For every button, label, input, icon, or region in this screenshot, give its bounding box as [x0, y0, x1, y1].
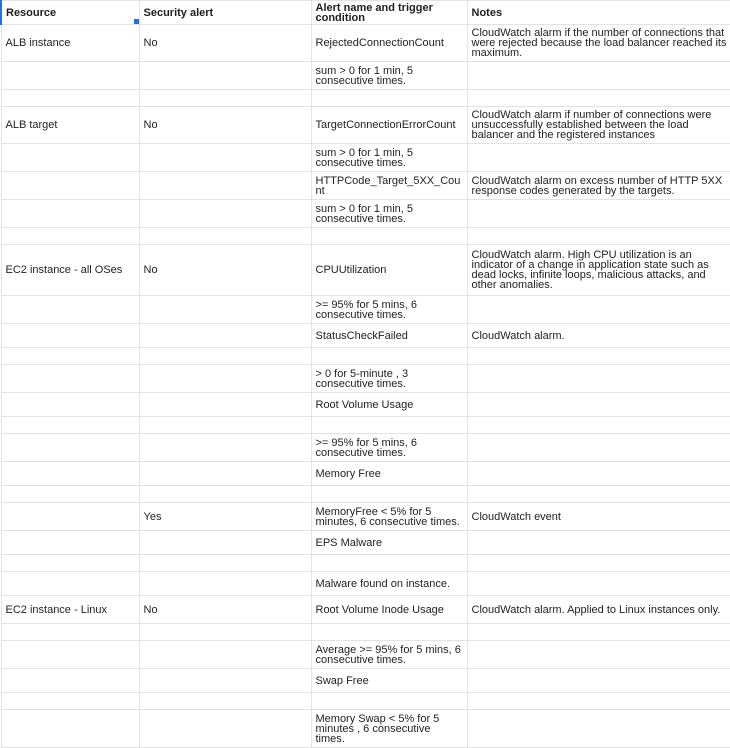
- security-cell-text: No: [143, 603, 158, 616]
- notes-cell[interactable]: [467, 572, 730, 596]
- notes-cell[interactable]: [467, 596, 730, 624]
- table-row: [1, 393, 730, 417]
- table-row: [1, 710, 730, 748]
- alert-cell[interactable]: [311, 531, 467, 555]
- resource-cell[interactable]: [1, 228, 139, 245]
- alert-cell[interactable]: [311, 25, 467, 62]
- alert-cell-text: sum > 0 for 1 min, 5 consecutive times.: [315, 64, 414, 87]
- security-cell[interactable]: [139, 596, 311, 624]
- alert-cell[interactable]: [311, 348, 467, 365]
- resource-cell[interactable]: [1, 25, 139, 62]
- header-resource-label: Resource: [6, 6, 57, 19]
- resource-cell[interactable]: [1, 462, 139, 486]
- header-row: [1, 1, 730, 25]
- table-row: [1, 669, 730, 693]
- security-cell[interactable]: [139, 710, 311, 748]
- resource-cell[interactable]: [1, 200, 139, 228]
- alert-cell-text: >= 95% for 5 mins, 6 consecutive times.: [315, 298, 417, 321]
- notes-cell[interactable]: [467, 296, 730, 324]
- resource-cell-text: EC2 instance - all OSes: [5, 264, 123, 276]
- alert-cell[interactable]: [311, 503, 467, 531]
- notes-cell-text: CloudWatch alarm on excess number of HTTP 5XX response codes generated by the targets.: [471, 174, 723, 197]
- notes-cell[interactable]: [467, 669, 730, 693]
- resource-cell-text: EC2 instance - Linux: [5, 603, 107, 616]
- resource-cell[interactable]: [1, 296, 139, 324]
- notes-cell-text: CloudWatch event: [471, 510, 561, 523]
- alert-cell[interactable]: [311, 486, 467, 503]
- security-cell[interactable]: [139, 531, 311, 555]
- resource-cell[interactable]: [1, 107, 139, 144]
- alert-cell-text: Memory Swap < 5% for 5 minutes , 6 consecutive times.: [315, 712, 440, 745]
- alert-cell-text: Root Volume Inode Usage: [315, 603, 444, 616]
- notes-cell[interactable]: [467, 393, 730, 417]
- alert-cell[interactable]: [311, 693, 467, 710]
- alert-cell[interactable]: [311, 365, 467, 393]
- table-row: [1, 296, 730, 324]
- security-cell[interactable]: [139, 393, 311, 417]
- resource-cell[interactable]: [1, 693, 139, 710]
- notes-cell[interactable]: [467, 462, 730, 486]
- alert-cell-text: CPUUtilization: [315, 264, 387, 276]
- notes-cell[interactable]: [467, 200, 730, 228]
- security-cell[interactable]: [139, 365, 311, 393]
- notes-cell[interactable]: [467, 228, 730, 245]
- table-row: [1, 365, 730, 393]
- alert-cell[interactable]: [311, 200, 467, 228]
- header-security-label: Security alert: [143, 6, 214, 19]
- table-row: [1, 172, 730, 200]
- table-row: [1, 503, 730, 531]
- alert-cell-text: sum > 0 for 1 min, 5 consecutive times.: [315, 146, 414, 169]
- security-cell[interactable]: [139, 200, 311, 228]
- notes-cell-text: CloudWatch alarm if the number of connections that were rejected because the load balancer reached its maximum.: [471, 27, 727, 59]
- notes-cell[interactable]: [467, 90, 730, 107]
- resource-cell[interactable]: [1, 393, 139, 417]
- resource-cell-text: ALB target: [5, 119, 58, 131]
- security-cell[interactable]: [139, 486, 311, 503]
- resource-cell[interactable]: [1, 531, 139, 555]
- table-row: [1, 324, 730, 348]
- table-row: [1, 245, 730, 296]
- security-cell[interactable]: [139, 503, 311, 531]
- alert-cell[interactable]: [311, 324, 467, 348]
- security-cell[interactable]: [139, 90, 311, 107]
- alert-cell-text: Swap Free: [315, 674, 369, 687]
- security-cell[interactable]: [139, 434, 311, 462]
- alert-cell[interactable]: [311, 462, 467, 486]
- alert-cell[interactable]: [311, 417, 467, 434]
- notes-cell[interactable]: [467, 25, 730, 62]
- table-row: [1, 572, 730, 596]
- header-notes-label: Notes: [471, 6, 503, 19]
- table-row: [1, 417, 730, 434]
- alert-cell[interactable]: [311, 62, 467, 90]
- table-row: [1, 25, 730, 62]
- header-security-alert[interactable]: [139, 1, 311, 25]
- notes-cell[interactable]: [467, 107, 730, 144]
- alert-cell[interactable]: [311, 624, 467, 641]
- alert-cell-text: Memory Free: [315, 467, 381, 480]
- header-resource[interactable]: [1, 1, 139, 25]
- notes-cell[interactable]: [467, 555, 730, 572]
- security-cell[interactable]: [139, 62, 311, 90]
- resource-cell[interactable]: [1, 555, 139, 572]
- resource-cell[interactable]: [1, 365, 139, 393]
- header-alert-name[interactable]: [311, 1, 467, 25]
- notes-cell[interactable]: [467, 531, 730, 555]
- security-cell[interactable]: [139, 348, 311, 365]
- security-cell[interactable]: [139, 572, 311, 596]
- security-cell[interactable]: [139, 25, 311, 62]
- security-cell[interactable]: [139, 693, 311, 710]
- table-row: [1, 624, 730, 641]
- alert-cell[interactable]: [311, 245, 467, 296]
- table-row: [1, 200, 730, 228]
- notes-cell[interactable]: [467, 172, 730, 200]
- resource-cell[interactable]: [1, 641, 139, 669]
- alert-cell[interactable]: [311, 555, 467, 572]
- alert-cell[interactable]: [311, 144, 467, 172]
- notes-cell[interactable]: [467, 144, 730, 172]
- security-cell[interactable]: [139, 555, 311, 572]
- alert-cell[interactable]: [311, 228, 467, 245]
- table-row: [1, 348, 730, 365]
- resource-cell[interactable]: [1, 245, 139, 296]
- resource-cell[interactable]: [1, 172, 139, 200]
- notes-cell-text: CloudWatch alarm. Applied to Linux instances only.: [471, 603, 721, 616]
- table-row: [1, 486, 730, 503]
- notes-cell-text: CloudWatch alarm if number of connections were unsuccessfully established between the load balancer and the registered instances: [471, 109, 712, 141]
- alert-cell[interactable]: [311, 710, 467, 748]
- alert-cell[interactable]: [311, 596, 467, 624]
- resource-cell[interactable]: [1, 624, 139, 641]
- resource-cell[interactable]: [1, 486, 139, 503]
- table-row: [1, 62, 730, 90]
- selection-fill-handle[interactable]: [133, 18, 140, 25]
- alert-cell-text: >= 95% for 5 mins, 6 consecutive times.: [315, 436, 417, 459]
- alert-cell-text: Root Volume Usage: [315, 398, 414, 411]
- table-row: [1, 144, 730, 172]
- notes-cell[interactable]: [467, 486, 730, 503]
- alert-cell-text: EPS Malware: [315, 536, 383, 549]
- alert-cell-text: TargetConnectionErrorCount: [315, 119, 456, 131]
- table-row: [1, 555, 730, 572]
- notes-cell[interactable]: [467, 62, 730, 90]
- alert-cell-text: Malware found on instance.: [315, 577, 451, 590]
- security-cell[interactable]: [139, 296, 311, 324]
- header-notes[interactable]: [467, 1, 730, 25]
- resource-cell[interactable]: [1, 324, 139, 348]
- resource-cell[interactable]: [1, 596, 139, 624]
- alert-cell-text: HTTPCode_Target_5XX_Count: [315, 174, 461, 197]
- resource-cell[interactable]: [1, 417, 139, 434]
- notes-cell[interactable]: [467, 348, 730, 365]
- alert-cell-text: > 0 for 5-minute , 3 consecutive times.: [315, 367, 409, 390]
- notes-cell[interactable]: [467, 365, 730, 393]
- notes-cell[interactable]: [467, 503, 730, 531]
- notes-cell[interactable]: [467, 710, 730, 748]
- alert-cell-text: sum > 0 for 1 min, 5 consecutive times.: [315, 202, 414, 225]
- resource-cell[interactable]: [1, 669, 139, 693]
- security-cell-text: No: [143, 37, 158, 49]
- notes-cell-text: CloudWatch alarm.: [471, 329, 565, 342]
- notes-cell[interactable]: [467, 324, 730, 348]
- resource-cell[interactable]: [1, 503, 139, 531]
- alert-cell-text: StatusCheckFailed: [315, 329, 408, 342]
- notes-cell[interactable]: [467, 693, 730, 710]
- table-row: [1, 693, 730, 710]
- notes-cell[interactable]: [467, 417, 730, 434]
- table-row: [1, 531, 730, 555]
- resource-cell[interactable]: [1, 572, 139, 596]
- security-cell[interactable]: [139, 641, 311, 669]
- resource-cell-text: ALB instance: [5, 37, 71, 49]
- security-cell[interactable]: [139, 144, 311, 172]
- security-cell[interactable]: [139, 462, 311, 486]
- header-alert-label: Alert name and trigger condition: [315, 1, 433, 24]
- security-cell-text: No: [143, 264, 158, 276]
- security-cell-text: No: [143, 119, 158, 131]
- security-cell[interactable]: [139, 245, 311, 296]
- resource-cell[interactable]: [1, 434, 139, 462]
- table-row: [1, 596, 730, 624]
- resource-cell[interactable]: [1, 62, 139, 90]
- alert-cell[interactable]: [311, 572, 467, 596]
- alert-cell[interactable]: [311, 393, 467, 417]
- security-cell[interactable]: [139, 107, 311, 144]
- table-row: [1, 434, 730, 462]
- alert-cell[interactable]: [311, 641, 467, 669]
- notes-cell[interactable]: [467, 245, 730, 296]
- alert-cell-text: Average >= 95% for 5 mins, 6 consecutive times.: [315, 643, 461, 666]
- security-cell[interactable]: [139, 228, 311, 245]
- security-cell-text: Yes: [143, 510, 162, 523]
- alert-cell-text: RejectedConnectionCount: [315, 37, 444, 49]
- security-cell[interactable]: [139, 172, 311, 200]
- security-cell[interactable]: [139, 669, 311, 693]
- security-cell[interactable]: [139, 624, 311, 641]
- table-row: [1, 107, 730, 144]
- notes-cell[interactable]: [467, 624, 730, 641]
- resource-cell[interactable]: [1, 144, 139, 172]
- resource-cell[interactable]: [1, 710, 139, 748]
- notes-cell[interactable]: [467, 434, 730, 462]
- alert-cell[interactable]: [311, 296, 467, 324]
- security-cell[interactable]: [139, 417, 311, 434]
- alert-cell[interactable]: [311, 669, 467, 693]
- resource-cell[interactable]: [1, 348, 139, 365]
- table-row: [1, 90, 730, 107]
- table-row: [1, 641, 730, 669]
- security-cell[interactable]: [139, 324, 311, 348]
- alert-cell-text: MemoryFree < 5% for 5 minutes, 6 consecutive times.: [315, 505, 460, 528]
- resource-cell[interactable]: [1, 90, 139, 107]
- table-row: [1, 462, 730, 486]
- alert-cell[interactable]: [311, 107, 467, 144]
- notes-cell[interactable]: [467, 641, 730, 669]
- alert-cell[interactable]: [311, 434, 467, 462]
- notes-cell-text: CloudWatch alarm. High CPU utilization is an indicator of a change in application state such as dead locks, infinite loops, malicious attacks, and other anomalies.: [471, 249, 709, 291]
- table-row: [1, 228, 730, 245]
- alert-cell[interactable]: [311, 172, 467, 200]
- alert-cell[interactable]: [311, 90, 467, 107]
